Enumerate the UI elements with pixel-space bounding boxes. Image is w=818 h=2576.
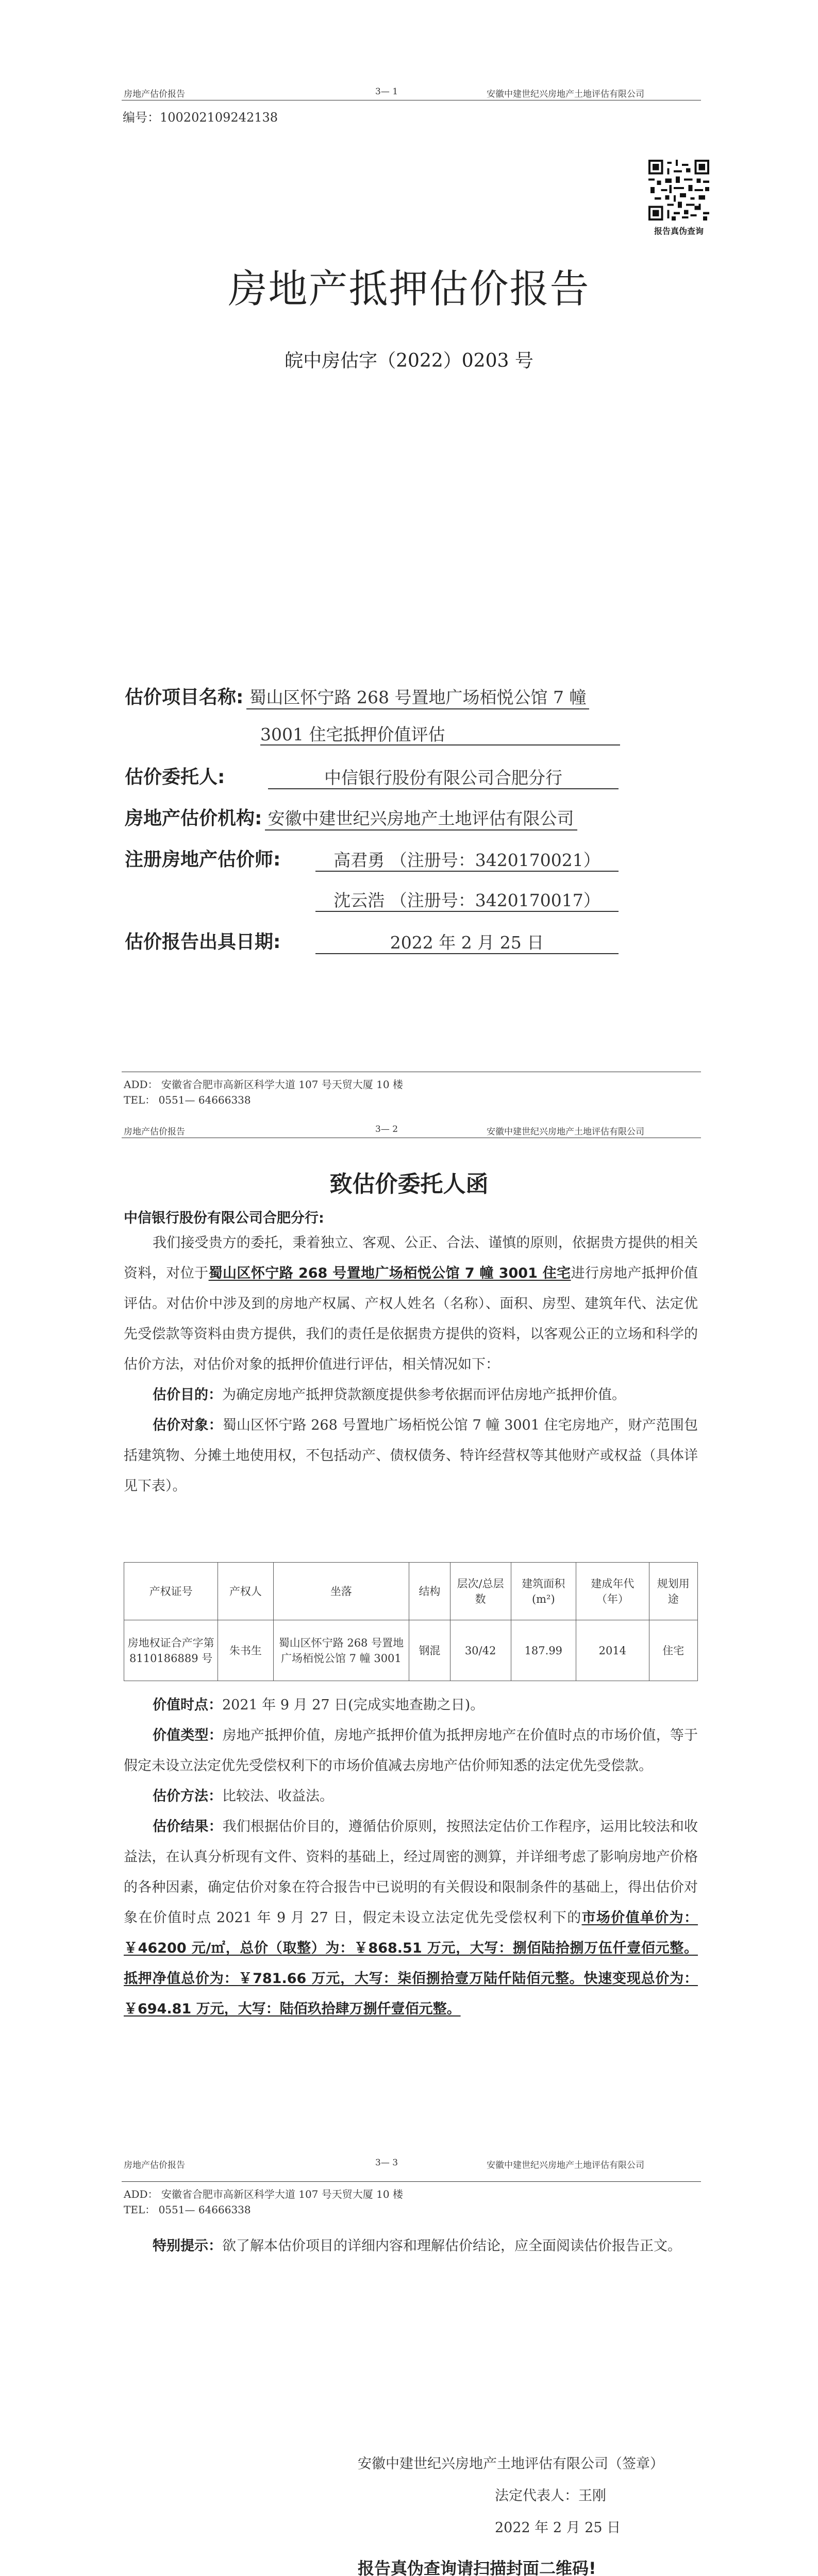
table-header-cell: 层次/总层数 (450, 1563, 511, 1620)
header-left: 房地产估价报告 (124, 89, 185, 99)
table-header-cell: 建成年代（年） (576, 1563, 649, 1620)
header-page-number: 3— 2 (375, 1124, 398, 1134)
report-serial: 编号：100202109242138 (123, 110, 278, 125)
date-label: 估价报告出具日期: (125, 931, 281, 953)
client-row (125, 762, 225, 789)
project-name-value-2: 3001 住宅抵押价值评估 (260, 724, 445, 744)
appraiser-row (125, 845, 280, 871)
appraiser-1: 高君勇 （注册号：3420170021） (333, 850, 600, 870)
client-label: 估价委托人: (125, 767, 225, 788)
object-paragraph: 估价对象：蜀山区怀宁路 268 号置地广场栢悦公馆 7 幢 3001 住宅房地产，财产范围包括建筑物、分摊土地使用权，不包括动产、债权债务、特许经营权等其他财产或权益（具体详见下表）。 (124, 1417, 698, 1494)
qr-caption: 报告真伪查询 (654, 226, 704, 236)
client-value-wrap (268, 765, 619, 789)
underline (260, 744, 620, 745)
appraiser-2: 沈云浩 （注册号：3420170017） (333, 890, 600, 910)
report-title: 房地产抵押估价报告 (228, 266, 590, 312)
footer-tel: TEL： 0551— 64666338 (124, 1094, 251, 1106)
qr-code-icon[interactable] (648, 160, 709, 221)
date-row (125, 927, 280, 954)
table-cell: 2014 (576, 1620, 649, 1681)
type-label: 价值类型： (153, 1727, 223, 1743)
project-name-row (125, 683, 589, 709)
header-left: 房地产估价报告 (124, 2160, 185, 2171)
table-cell: 30/42 (450, 1620, 511, 1681)
notice-label: 特别提示： (153, 2238, 222, 2254)
purpose-paragraph: 估价目的：为确定房地产抵押贷款额度提供参考依据而评估房地产抵押价值。 (153, 1387, 626, 1403)
header-page-number: 3— 1 (375, 87, 398, 97)
purpose-label: 估价目的： (153, 1387, 222, 1403)
table-header-row (124, 1563, 698, 1620)
header-right: 安徽中建世纪兴房地产土地评估有限公司 (487, 89, 644, 99)
letter-salutation: 中信银行股份有限公司合肥分行: (124, 1210, 324, 1226)
table-cell: 蜀山区怀宁路 268 号置地广场栢悦公馆 7 幢 3001 (273, 1620, 409, 1681)
underline (268, 788, 619, 789)
type-paragraph: 价值类型：房地产抵押价值，房地产抵押价值为抵押房地产在价值时点的市场价值，等于假定未设立法定优先受偿权利下的市场价值减去房地产估价师知悉的法定优先受偿款。 (124, 1727, 698, 1774)
appraiser-label: 注册房地产估价师: (125, 849, 281, 870)
header-left: 房地产估价报告 (124, 1127, 185, 1137)
object-label: 估价对象： (153, 1417, 223, 1433)
table-header-cell: 规划用途 (649, 1563, 697, 1620)
property-table (124, 1562, 698, 1681)
footer-address: ADD： 安徽省合肥市高新区科学大道 107 号天贸大厦 10 楼 (124, 1078, 403, 1091)
header-right: 安徽中建世纪兴房地产土地评估有限公司 (487, 2160, 644, 2171)
intro-paragraph: 我们接受贵方的委托，秉着独立、客观、公正、合法、谨慎的原则，依据贵方提供的相关资料，对位于蜀山区怀宁路 268 号置地广场栢悦公馆 7 幢 3001 住宅进行房地产抵押价值评估。对估价中涉及到的房地产权属、产权人姓名（名称）、面积、房型、建筑年代、法定优先受偿款等资料由贵方提供，我们的责任是依据贵方提供的资料，以客观公正的立场和科学的估价方法，对估价对象的抵押价值进行评估，相关情况如下： (124, 1235, 698, 1372)
table-cell: 187.99 (511, 1620, 576, 1681)
signature-date: 2022 年 2 月 25 日 (495, 2520, 621, 2536)
org-value: 安徽中建世纪兴房地产土地评估有限公司 (265, 805, 577, 831)
appraiser-2-wrap (315, 887, 619, 911)
time-paragraph: 价值时点：2021 年 9 月 27 日(完成实地查勘之日)。 (153, 1697, 485, 1713)
footer-tel: TEL： 0551— 64666338 (124, 2204, 251, 2216)
letter-body (124, 1228, 698, 1501)
underline (315, 911, 619, 912)
verification-note: 报告真伪查询请扫描封面二维码! (358, 2558, 596, 2576)
table-header-cell: 建筑面积(m²) (511, 1563, 576, 1620)
date-value-wrap (315, 929, 619, 954)
table-header-cell: 产权人 (218, 1563, 273, 1620)
time-label: 价值时点： (153, 1697, 222, 1713)
underline (315, 871, 619, 872)
table-cell: 房地权证合产字第 8110186889 号 (124, 1620, 218, 1681)
letter-title: 致估价委托人函 (329, 1171, 489, 1197)
notice-paragraph: 特别提示：欲了解本估价项目的详细内容和理解估价结论，应全面阅读估价报告正文。 (153, 2238, 681, 2254)
method-label: 估价方法： (153, 1788, 222, 1804)
project-name-value-1: 蜀山区怀宁路 268 号置地广场栢悦公馆 7 幢 (246, 684, 590, 709)
table-row (124, 1620, 698, 1681)
date-value: 2022 年 2 月 25 日 (390, 933, 544, 953)
table-cell: 钢混 (409, 1620, 450, 1681)
project-name-label: 估价项目名称: (125, 687, 244, 708)
table-header-cell: 坐落 (273, 1563, 409, 1620)
result-label: 估价结果： (153, 1819, 223, 1835)
table-header-cell: 产权证号 (124, 1563, 218, 1620)
appraiser-1-wrap (315, 847, 619, 871)
table-cell: 住宅 (649, 1620, 697, 1681)
header-page-number: 3— 3 (375, 2158, 398, 2168)
org-row (125, 804, 577, 831)
company-signature: 安徽中建世纪兴房地产土地评估有限公司（签章） (358, 2456, 664, 2472)
table-cell: 朱书生 (218, 1620, 273, 1681)
report-number: 皖中房估字（2022）0203 号 (285, 350, 533, 371)
letter-body-2 (124, 1690, 698, 2024)
underline (315, 953, 619, 954)
client-value: 中信银行股份有限公司合肥分行 (324, 768, 562, 788)
notice-wrap (124, 2231, 698, 2261)
footer-address: ADD： 安徽省合肥市高新区科学大道 107 号天贸大厦 10 楼 (124, 2188, 403, 2200)
property-address: 蜀山区怀宁路 268 号置地广场栢悦公馆 7 幢 3001 住宅 (208, 1265, 571, 1281)
table-header-cell: 结构 (409, 1563, 450, 1620)
legal-representative: 法定代表人：王刚 (495, 2488, 606, 2504)
result-paragraph: 估价结果：我们根据估价目的，遵循估价原则，按照法定估价工作程序，运用比较法和收益法，在认真分析现有文件、资料的基础上，经过周密的测算，并详细考虑了影响房地产价格的各种因素，确定估价对象在符合报告中已说明的有关假设和限制条件的基础上，得出估价对象在价值时点 2021 年 9 月 27 日，假定未设立法定优先受偿权利下的市场价值单价为：￥46200 元/㎡，总价（取整）为：￥868.51 万元，大写：捌佰陆拾捌万伍仟壹佰元整。抵押净值总价为：￥781.66 万元，大写：柒佰捌拾壹万陆仟陆佰元整。快速变现总价为：￥694.81 万元，大写：陆佰玖拾肆万捌仟壹佰元整。 (124, 1819, 698, 2017)
org-label: 房地产估价机构: (125, 808, 262, 829)
method-paragraph: 估价方法：比较法、收益法。 (153, 1788, 333, 1804)
property-table-wrap (124, 1562, 698, 1681)
project-name-row-2 (260, 721, 620, 745)
footer-rule (122, 2181, 701, 2182)
valuation-result: 市场价值单价为：￥46200 元/㎡，总价（取整）为：￥868.51 万元，大写：捌佰陆拾捌万伍仟壹佰元整。抵押净值总价为：￥781.66 万元，大写：柒佰捌拾壹万陆仟陆佰元整。快速变现总价为：￥694.81 万元，大写：陆佰玖拾肆万捌仟壹佰元整。 (124, 1910, 698, 2017)
header-right: 安徽中建世纪兴房地产土地评估有限公司 (487, 1127, 644, 1137)
